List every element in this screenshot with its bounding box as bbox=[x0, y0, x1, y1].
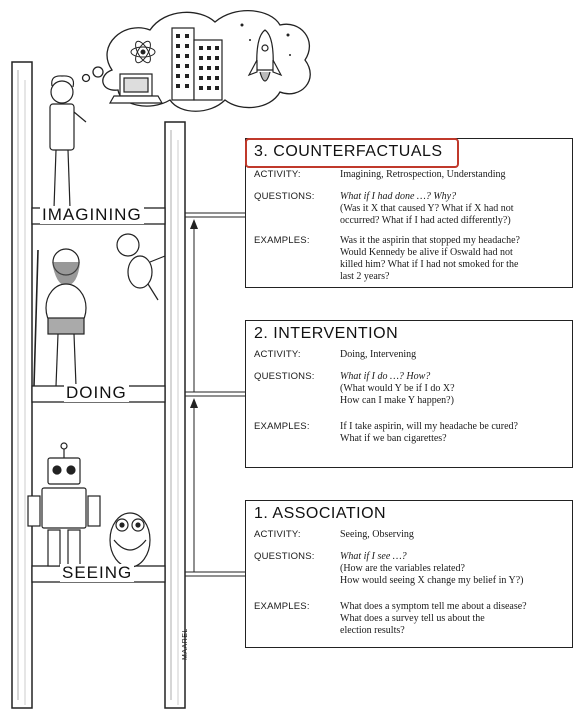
questions-label: QUESTIONS: bbox=[254, 191, 315, 202]
ladder-right-rail bbox=[165, 122, 185, 708]
activity-value: Seeing, Observing bbox=[340, 529, 414, 540]
question-line: How would seeing X change my belief in Y?) bbox=[340, 575, 524, 586]
example-line: Was it the aspirin that stopped my headache? bbox=[340, 235, 520, 246]
question-line: (Was it X that caused Y? What if X had not bbox=[340, 203, 514, 214]
examples-label: EXAMPLES: bbox=[254, 235, 310, 246]
question-line: (How are the variables related? bbox=[340, 563, 465, 574]
ladder-left-rail bbox=[12, 62, 32, 708]
examples-label: EXAMPLES: bbox=[254, 421, 310, 432]
activity-value: Doing, Intervening bbox=[340, 349, 417, 360]
baby-figure bbox=[117, 234, 165, 300]
activity-label: ACTIVITY: bbox=[254, 529, 301, 540]
rung-label-imagining: IMAGINING bbox=[42, 205, 142, 224]
example-line: What does a symptom tell me about a disease? bbox=[340, 601, 527, 612]
highlight-outline bbox=[245, 138, 459, 168]
activity-label: ACTIVITY: bbox=[254, 169, 301, 180]
caveman-figure bbox=[34, 249, 86, 386]
box-title: 1. ASSOCIATION bbox=[254, 505, 387, 522]
activity-value: Imagining, Retrospection, Understanding bbox=[340, 169, 506, 180]
questions-label: QUESTIONS: bbox=[254, 551, 315, 562]
artist-signature: MAAREL bbox=[182, 628, 189, 660]
question-line: How can I make Y happen?) bbox=[340, 395, 454, 406]
arrow-up-icon bbox=[190, 398, 198, 408]
example-line: Would Kennedy be alive if Oswald had not bbox=[340, 247, 513, 258]
example-line: last 2 years? bbox=[340, 271, 390, 282]
scientist-figure bbox=[50, 76, 86, 208]
owl-figure bbox=[110, 513, 150, 567]
question-line: What if I do …? How? bbox=[340, 371, 431, 382]
rung-label-doing: DOING bbox=[66, 383, 127, 402]
box-title: 2. INTERVENTION bbox=[254, 325, 399, 342]
example-line: If I take aspirin, will my headache be cured? bbox=[340, 421, 518, 432]
example-line: election results? bbox=[340, 625, 405, 636]
example-line: What if we ban cigarettes? bbox=[340, 433, 447, 444]
association-box bbox=[245, 500, 573, 648]
intervention-box bbox=[245, 320, 573, 468]
box-title: 3. COUNTERFACTUALS bbox=[254, 143, 443, 160]
example-line: killed him? What if I had not smoked for the bbox=[340, 259, 519, 270]
activity-label: ACTIVITY: bbox=[254, 349, 301, 360]
example-line: What does a survey tell us about the bbox=[340, 613, 485, 624]
question-line: What if I had done …? Why? bbox=[340, 191, 457, 202]
rung-label-seeing: SEEING bbox=[62, 563, 133, 582]
examples-label: EXAMPLES: bbox=[254, 601, 310, 612]
robot-figure bbox=[28, 443, 100, 566]
arrow-up-icon bbox=[190, 219, 198, 229]
connector-lines bbox=[185, 213, 245, 576]
question-line: What if I see …? bbox=[340, 551, 407, 562]
question-line: (What would Y be if I do X? bbox=[340, 383, 455, 394]
questions-label: QUESTIONS: bbox=[254, 371, 315, 382]
question-line: occurred? What if I had acted differently?) bbox=[340, 215, 511, 226]
